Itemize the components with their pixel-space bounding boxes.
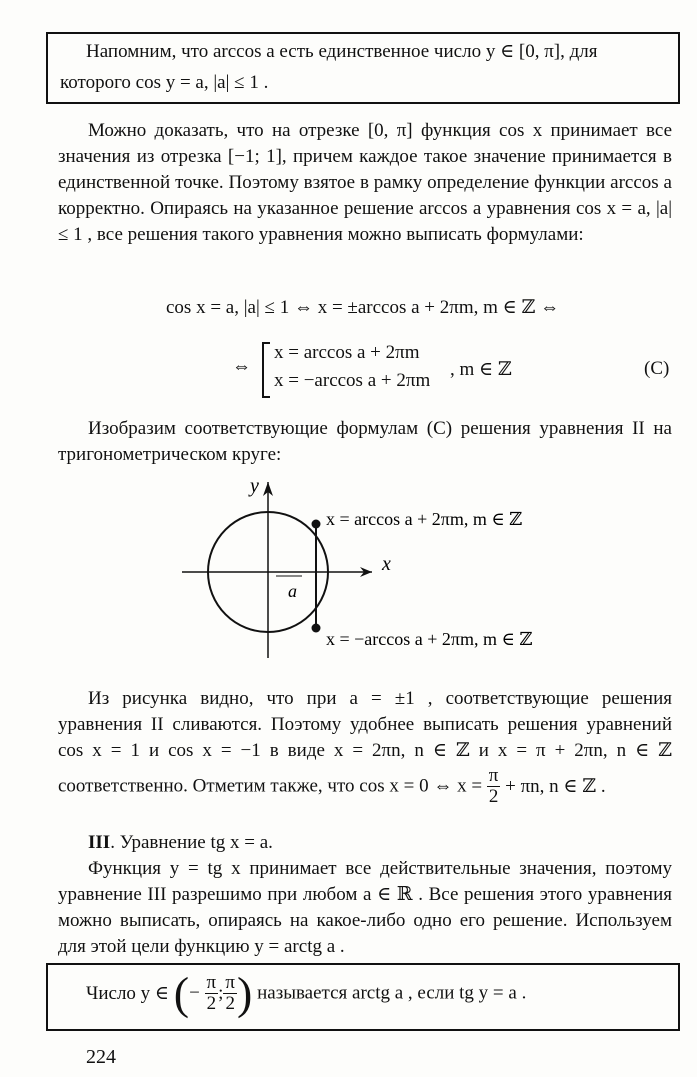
fraction-denominator: 2 — [488, 786, 499, 807]
box2-content — [86, 967, 527, 1019]
box1-line2: которого cos y = a, |a| ≤ 1 . — [60, 72, 269, 93]
fraction-pi-over-2 — [487, 766, 501, 807]
x-axis-label: x — [382, 553, 391, 575]
system-row-2: x = −arccos a + 2πm — [274, 370, 431, 391]
cos-zero-start: соответственно. Отметим также, что cos x = 0 ⇔ x = — [58, 775, 483, 797]
box2-start: Число y ∈ — [86, 983, 169, 1004]
trig-circle-figure — [0, 472, 697, 672]
system-label: (C) — [644, 358, 670, 379]
paragraph-tg-equation: Функция y = tg x принимает все действительные значения, поэтому уравнение III разрешимо при любом a ∈ ℝ . Все решения этого уравнения можно выписать, опираясь на какое-либо одно его решение. Используем для этой цели функцию y = arctg a . — [58, 858, 672, 957]
left-paren: ( — [173, 967, 190, 1019]
point-top — [312, 520, 321, 529]
page-number: 224 — [86, 1046, 116, 1068]
fraction-minus-pi-over-2 — [205, 973, 219, 1014]
section-number: III — [88, 832, 111, 853]
box1-line1: Напомним, что arccos a есть единственное число y ∈ [0, π], для — [86, 41, 598, 62]
formula-general-solution: cos x = a, |a| ≤ 1 ⇔ x = ±arccos a + 2πm, m ∈ ℤ ⇔ — [166, 297, 560, 318]
definition-box-arctg — [46, 963, 680, 1031]
fraction2-numerator: π — [225, 972, 236, 993]
point-bottom — [312, 624, 321, 633]
section-heading-iii — [88, 832, 273, 854]
bottom-solution-label: x = −arccos a + 2πm, m ∈ ℤ — [326, 629, 533, 649]
paragraph-circle-intro: Изобразим соответствующие формулам (C) решения уравнения II на тригонометрическом круге: — [58, 418, 672, 465]
fraction-numerator: π — [488, 765, 499, 786]
system-row-1: x = arccos a + 2πm — [274, 342, 420, 363]
right-paren: ) — [237, 967, 253, 1019]
interval-separator: ; — [218, 982, 224, 1004]
paragraph-special-cases: Из рисунка видно, что при a = ±1 , соответствующие решения уравнения II сливаются. Поэтому удобнее выписать решения уравнений cos x = 1 и cos x = −1 в виде x = 2πn, n ∈ ℤ и x = π + 2πn, n ∈ ℤ — [58, 688, 672, 761]
paragraph-special-cases-end — [58, 766, 606, 807]
fraction1-numerator: π — [206, 972, 217, 993]
top-solution-label: x = arccos a + 2πm, m ∈ ℤ — [326, 509, 523, 529]
cos-zero-end: + πn, n ∈ ℤ . — [505, 776, 606, 797]
section-title: . Уравнение tg x = a. — [110, 832, 273, 853]
system-bracket — [262, 342, 270, 398]
formula-system — [232, 340, 672, 398]
box2-end: называется arctg a , если tg y = a . — [257, 982, 527, 1004]
system-tail: , m ∈ ℤ — [450, 359, 512, 380]
fraction-pi-over-2-right — [223, 973, 237, 1014]
minus-sign: − — [189, 982, 200, 1004]
definition-box-arccos — [46, 32, 680, 104]
paragraph-arccos-proof: Можно доказать, что на отрезке [0, π] функция cos x принимает все значения из отрезка [−1; 1], причем каждое такое значение принимается в единственной точке. Поэтому взятое в рамку определение функции arccos a корректно. Опираясь на указанное решение arccos a уравнения cos x = a, |a| ≤ 1 , все решения такого уравнения можно выписать формулами: — [58, 120, 672, 245]
fraction1-denominator: 2 — [206, 993, 217, 1014]
system-arrow: ⇔ — [232, 356, 251, 377]
a-label: a — [288, 581, 297, 601]
fraction2-denominator: 2 — [225, 993, 235, 1014]
y-axis-label: y — [250, 475, 259, 497]
